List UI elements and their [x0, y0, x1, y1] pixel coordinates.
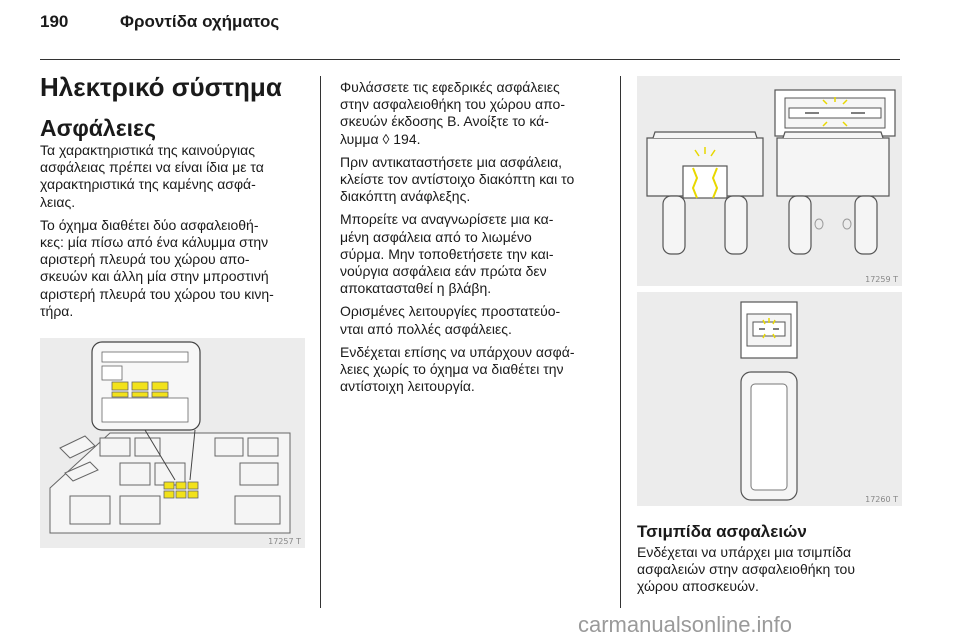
fuses-subheading: Ασφάλειες [40, 115, 156, 141]
switch-off-paragraph: Πριν αντικαταστήσετε μια ασφάλεια, κλείστε τον αντίστοιχο διακόπτη και το διακόπτη ανάφλεξης. [340, 153, 575, 205]
chapter-title: Φροντίδα οχήματος [120, 12, 280, 31]
fuse-box-locations-paragraph: Το όχημα διαθέτει δύο ασφαλειοθή- κες: μία πίσω από ένα κάλυμμα στην αριστερή πλευρά του χώρου απο- σκευών και άλλη μία στην μπροστινή αριστερή πλευρά του χώρου του κινη- τήρα. [40, 216, 274, 319]
spare-fuses-paragraph: Φυλάσσετε τις εφεδρικές ασφάλειες στην ασφαλειοθήκη του χώρου απο- σκευών έκδοσης Β. Ανοίξτε το κά- λυμμα ◊ 194. [340, 79, 566, 147]
header-rule [40, 59, 900, 60]
watermark: carmanualsonline.info [578, 612, 793, 637]
page-number: 190 [40, 12, 69, 31]
fuse-box-drawing [40, 338, 305, 548]
column-divider-1 [320, 76, 321, 608]
fuse-spec-paragraph: Τα χαρακτηριστικά της καινούργιας ασφάλειας πρέπει να είναι ίδια με τα χαρακτηριστικά της καμένης ασφά- λειας. [40, 142, 264, 210]
fuse-extractor-subheading: Τσιμπίδα ασφαλειών [637, 522, 807, 541]
column-1 [40, 70, 312, 326]
blown-fuse-paragraph: Μπορείτε να αναγνωρίσετε μια κα- μένη ασφάλεια από το λιωμένο σύρμα. Μην τοποθετήσετε την και- νούργια ασφάλεια εάν πρώτα δεν αποκατασταθεί η βλάβη. [340, 211, 554, 297]
fuse-types-drawing [637, 76, 902, 286]
fuse-types-illustration [637, 76, 902, 286]
fuse-types-image-code: 17259 T [865, 275, 898, 284]
fuse-extractor-illustration [637, 292, 902, 506]
fuse-box-illustration [40, 338, 305, 548]
column-2 [340, 79, 608, 401]
extra-fuses-paragraph: Ενδέχεται επίσης να υπάρχουν ασφά- λειες χωρίς το όχημα να διαθέτει την αντίστοιχη λειτουργία. [340, 343, 575, 395]
fuse-box-image-code: 17257 T [268, 537, 301, 546]
column-divider-2 [620, 76, 621, 608]
section-heading: Ηλεκτρικό σύστημα [40, 72, 282, 102]
fuse-extractor-section [637, 522, 905, 602]
fuse-extractor-paragraph: Ενδέχεται να υπάρχει μια τσιμπίδα ασφαλειών στην ασφαλειοθήκη του χώρου αποσκευών. [637, 544, 855, 595]
fuse-extractor-image-code: 17260 T [865, 495, 898, 504]
multiple-fuses-paragraph: Ορισμένες λειτουργίες προστατεύο- νται από πολλές ασφάλειες. [340, 303, 561, 337]
fuse-extractor-drawing [637, 292, 902, 506]
